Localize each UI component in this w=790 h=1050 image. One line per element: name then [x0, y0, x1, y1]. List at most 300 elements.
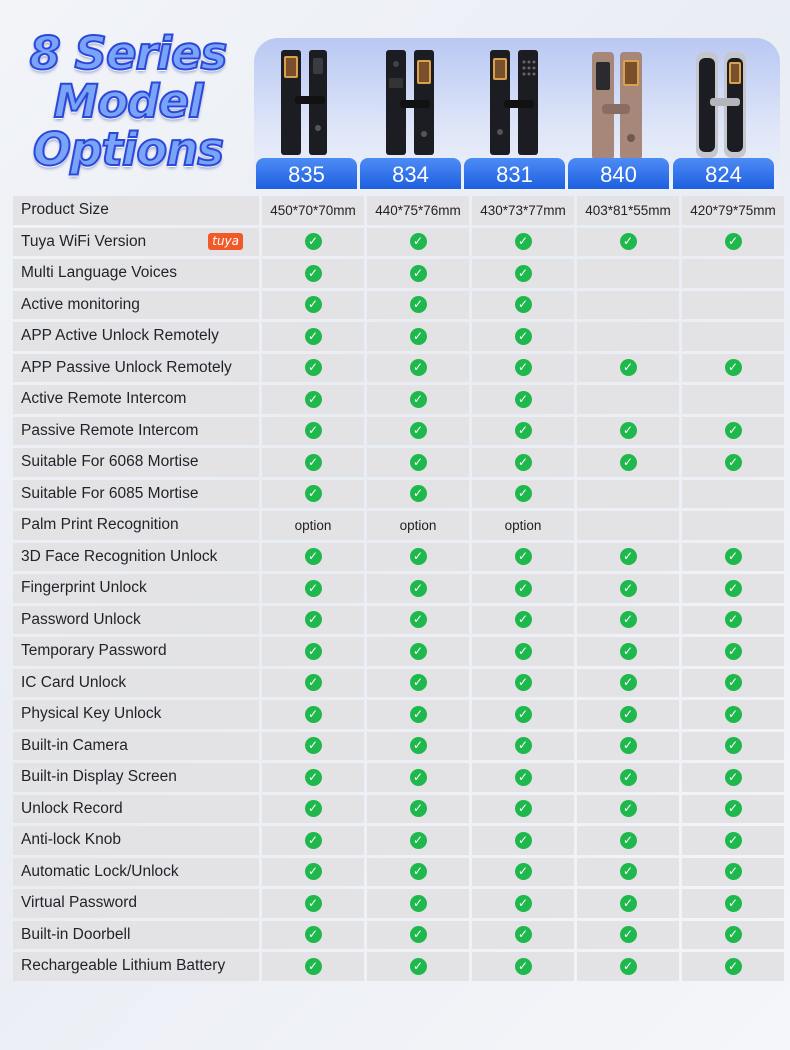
table-row	[13, 952, 784, 981]
value-cell	[577, 228, 679, 257]
value-cell	[472, 732, 574, 761]
value-text: 430*73*77mm	[480, 202, 566, 218]
feature-label: APP Passive Unlock Remotely	[21, 358, 232, 376]
check-icon: ✓	[620, 926, 637, 943]
check-icon: ✓	[305, 328, 322, 345]
check-icon: ✓	[515, 895, 532, 912]
check-icon: ✓	[410, 863, 427, 880]
value-text: option	[504, 517, 542, 533]
check-icon: ✓	[515, 611, 532, 628]
tuya-logo: tuya	[208, 233, 243, 250]
value-cell	[262, 574, 364, 603]
check-icon: ✓	[410, 737, 427, 754]
value-cell	[367, 795, 469, 824]
check-icon: ✓	[725, 548, 742, 565]
check-icon: ✓	[410, 769, 427, 786]
feature-cell	[13, 291, 259, 320]
feature-label: Built-in Doorbell	[21, 925, 131, 943]
value-cell	[367, 732, 469, 761]
value-cell	[682, 921, 784, 950]
value-cell	[262, 763, 364, 792]
value-cell	[682, 889, 784, 918]
check-icon: ✓	[620, 800, 637, 817]
feature-cell	[13, 354, 259, 383]
value-cell	[577, 354, 679, 383]
value-cell	[577, 417, 679, 446]
value-cell	[472, 826, 574, 855]
value-cell	[262, 354, 364, 383]
check-icon: ✓	[515, 737, 532, 754]
value-cell	[367, 889, 469, 918]
check-icon: ✓	[515, 422, 532, 439]
feature-cell	[13, 700, 259, 729]
check-icon: ✓	[620, 863, 637, 880]
value-cell	[577, 952, 679, 981]
check-icon: ✓	[305, 832, 322, 849]
value-cell	[262, 196, 364, 225]
feature-cell	[13, 322, 259, 351]
value-cell	[682, 354, 784, 383]
value-cell	[577, 795, 679, 824]
check-icon: ✓	[515, 580, 532, 597]
title-line-3: Options	[32, 123, 224, 176]
comparison-table	[10, 193, 787, 984]
value-cell	[577, 606, 679, 635]
table-row	[13, 259, 784, 288]
check-icon: ✓	[305, 580, 322, 597]
value-cell	[577, 826, 679, 855]
value-cell	[577, 700, 679, 729]
value-cell	[367, 826, 469, 855]
table-row	[13, 385, 784, 414]
value-cell	[262, 322, 364, 351]
value-cell	[577, 196, 679, 225]
lock-831-image	[464, 48, 564, 160]
check-icon: ✓	[410, 328, 427, 345]
value-cell	[472, 795, 574, 824]
check-icon: ✓	[620, 832, 637, 849]
feature-cell	[13, 574, 259, 603]
lock-824-image	[672, 48, 772, 160]
check-icon: ✓	[515, 926, 532, 943]
check-icon: ✓	[305, 895, 322, 912]
value-cell	[577, 322, 679, 351]
check-icon: ✓	[725, 233, 742, 250]
table-row	[13, 858, 784, 887]
check-icon: ✓	[515, 233, 532, 250]
value-cell	[682, 448, 784, 477]
value-cell	[472, 889, 574, 918]
check-icon: ✓	[725, 737, 742, 754]
feature-label: IC Card Unlock	[21, 673, 127, 691]
value-cell	[682, 543, 784, 572]
check-icon: ✓	[620, 895, 637, 912]
check-icon: ✓	[305, 233, 322, 250]
table-row	[13, 417, 784, 446]
value-cell	[577, 763, 679, 792]
value-cell	[472, 921, 574, 950]
value-cell	[577, 480, 679, 509]
value-cell	[682, 606, 784, 635]
value-cell	[682, 511, 784, 540]
feature-label: Multi Language Voices	[21, 264, 177, 282]
value-text: 403*81*55mm	[585, 202, 671, 218]
check-icon: ✓	[410, 958, 427, 975]
value-cell	[682, 417, 784, 446]
value-cell	[682, 795, 784, 824]
value-cell	[367, 858, 469, 887]
value-cell	[682, 826, 784, 855]
value-cell	[682, 228, 784, 257]
feature-cell	[13, 417, 259, 446]
check-icon: ✓	[410, 359, 427, 376]
table-row	[13, 228, 784, 257]
feature-label: Tuya WiFi Version	[21, 232, 147, 250]
check-icon: ✓	[410, 643, 427, 660]
check-icon: ✓	[725, 454, 742, 471]
value-cell	[682, 322, 784, 351]
check-icon: ✓	[410, 265, 427, 282]
feature-cell	[13, 732, 259, 761]
check-icon: ✓	[620, 359, 637, 376]
check-icon: ✓	[725, 643, 742, 660]
check-icon: ✓	[620, 611, 637, 628]
feature-cell	[13, 669, 259, 698]
check-icon: ✓	[620, 454, 637, 471]
table-row	[13, 795, 784, 824]
check-icon: ✓	[515, 863, 532, 880]
value-text: 440*75*76mm	[375, 202, 461, 218]
value-cell	[262, 385, 364, 414]
table-row	[13, 889, 784, 918]
table-row	[13, 606, 784, 635]
feature-cell	[13, 763, 259, 792]
value-cell	[367, 196, 469, 225]
check-icon: ✓	[410, 611, 427, 628]
table-row	[13, 669, 784, 698]
value-cell	[472, 385, 574, 414]
model-header-824: 824	[673, 158, 774, 189]
table-row	[13, 480, 784, 509]
feature-label: Product Size	[21, 201, 109, 219]
value-cell	[262, 921, 364, 950]
value-cell	[262, 700, 364, 729]
check-icon: ✓	[515, 328, 532, 345]
check-icon: ✓	[620, 706, 637, 723]
check-icon: ✓	[305, 359, 322, 376]
value-cell	[472, 606, 574, 635]
value-cell	[472, 574, 574, 603]
feature-cell	[13, 921, 259, 950]
check-icon: ✓	[725, 832, 742, 849]
value-cell	[682, 952, 784, 981]
check-icon: ✓	[515, 454, 532, 471]
feature-cell	[13, 196, 259, 225]
check-icon: ✓	[725, 958, 742, 975]
value-cell	[262, 480, 364, 509]
check-icon: ✓	[515, 548, 532, 565]
check-icon: ✓	[515, 958, 532, 975]
value-cell	[472, 637, 574, 666]
value-cell	[682, 637, 784, 666]
table-row	[13, 763, 784, 792]
check-icon: ✓	[305, 485, 322, 502]
value-cell	[472, 259, 574, 288]
value-cell	[262, 858, 364, 887]
value-cell	[682, 732, 784, 761]
check-icon: ✓	[515, 706, 532, 723]
feature-cell	[13, 385, 259, 414]
check-icon: ✓	[305, 706, 322, 723]
value-cell	[577, 385, 679, 414]
feature-cell	[13, 637, 259, 666]
feature-label: Anti-lock Knob	[21, 831, 121, 849]
value-text: option	[294, 517, 332, 533]
value-cell	[367, 228, 469, 257]
feature-label: Unlock Record	[21, 799, 123, 817]
check-icon: ✓	[305, 454, 322, 471]
feature-label: Palm Print Recognition	[21, 516, 179, 534]
feature-label: Rechargeable Lithium Battery	[21, 957, 226, 975]
feature-cell	[13, 858, 259, 887]
check-icon: ✓	[725, 359, 742, 376]
check-icon: ✓	[410, 706, 427, 723]
check-icon: ✓	[725, 800, 742, 817]
table-row	[13, 637, 784, 666]
table-row	[13, 448, 784, 477]
check-icon: ✓	[410, 422, 427, 439]
check-icon: ✓	[620, 233, 637, 250]
value-cell	[682, 259, 784, 288]
value-cell	[262, 952, 364, 981]
value-cell	[367, 291, 469, 320]
check-icon: ✓	[515, 485, 532, 502]
check-icon: ✓	[725, 422, 742, 439]
check-icon: ✓	[410, 548, 427, 565]
value-cell	[262, 669, 364, 698]
feature-label: Passive Remote Intercom	[21, 421, 199, 439]
feature-label: Automatic Lock/Unlock	[21, 862, 179, 880]
table-row	[13, 700, 784, 729]
check-icon: ✓	[725, 611, 742, 628]
check-icon: ✓	[515, 769, 532, 786]
check-icon: ✓	[305, 863, 322, 880]
feature-cell	[13, 480, 259, 509]
value-cell	[682, 480, 784, 509]
value-cell	[262, 511, 364, 540]
check-icon: ✓	[620, 580, 637, 597]
value-cell	[367, 385, 469, 414]
check-icon: ✓	[305, 800, 322, 817]
feature-cell	[13, 826, 259, 855]
check-icon: ✓	[305, 548, 322, 565]
value-text: 420*79*75mm	[690, 202, 776, 218]
check-icon: ✓	[410, 800, 427, 817]
value-cell	[367, 700, 469, 729]
value-cell	[472, 763, 574, 792]
table-row	[13, 291, 784, 320]
check-icon: ✓	[515, 265, 532, 282]
value-cell	[577, 448, 679, 477]
value-cell	[367, 480, 469, 509]
check-icon: ✓	[620, 422, 637, 439]
check-icon: ✓	[305, 391, 322, 408]
table-row	[13, 574, 784, 603]
title-line-2: Model	[53, 75, 203, 128]
check-icon: ✓	[305, 737, 322, 754]
table-row	[13, 322, 784, 351]
check-icon: ✓	[410, 580, 427, 597]
table-row	[13, 543, 784, 572]
value-cell	[367, 637, 469, 666]
check-icon: ✓	[620, 643, 637, 660]
feature-cell	[13, 606, 259, 635]
model-header-835: 835	[256, 158, 357, 189]
value-cell	[367, 511, 469, 540]
value-cell	[577, 511, 679, 540]
value-cell	[367, 574, 469, 603]
feature-label: Temporary Password	[21, 642, 167, 660]
page-title	[18, 27, 238, 176]
value-cell	[367, 322, 469, 351]
check-icon: ✓	[410, 895, 427, 912]
value-cell	[262, 228, 364, 257]
table-row	[13, 826, 784, 855]
check-icon: ✓	[305, 296, 322, 313]
check-icon: ✓	[410, 233, 427, 250]
value-cell	[262, 291, 364, 320]
value-cell	[682, 763, 784, 792]
check-icon: ✓	[410, 674, 427, 691]
value-cell	[682, 669, 784, 698]
value-cell	[577, 574, 679, 603]
check-icon: ✓	[305, 769, 322, 786]
check-icon: ✓	[725, 895, 742, 912]
value-cell	[262, 448, 364, 477]
check-icon: ✓	[620, 548, 637, 565]
value-cell	[577, 291, 679, 320]
table-row	[13, 732, 784, 761]
check-icon: ✓	[515, 832, 532, 849]
feature-label: Active Remote Intercom	[21, 390, 187, 408]
value-cell	[262, 795, 364, 824]
check-icon: ✓	[515, 296, 532, 313]
value-cell	[472, 291, 574, 320]
feature-cell	[13, 543, 259, 572]
value-cell	[262, 637, 364, 666]
value-cell	[262, 543, 364, 572]
check-icon: ✓	[620, 769, 637, 786]
value-cell	[367, 921, 469, 950]
feature-cell	[13, 952, 259, 981]
value-cell	[262, 606, 364, 635]
value-cell	[682, 196, 784, 225]
feature-label: APP Active Unlock Remotely	[21, 327, 219, 345]
value-cell	[682, 291, 784, 320]
value-cell	[682, 700, 784, 729]
value-cell	[472, 858, 574, 887]
check-icon: ✓	[305, 422, 322, 439]
value-cell	[682, 858, 784, 887]
lock-840-image	[568, 48, 668, 160]
check-icon: ✓	[620, 958, 637, 975]
value-cell	[577, 921, 679, 950]
value-cell	[472, 669, 574, 698]
feature-label: Physical Key Unlock	[21, 705, 162, 723]
check-icon: ✓	[410, 832, 427, 849]
value-cell	[472, 480, 574, 509]
model-header-840: 840	[568, 158, 669, 189]
check-icon: ✓	[410, 926, 427, 943]
check-icon: ✓	[725, 769, 742, 786]
value-cell	[262, 259, 364, 288]
value-cell	[577, 858, 679, 887]
feature-cell	[13, 795, 259, 824]
check-icon: ✓	[305, 611, 322, 628]
table-row	[13, 511, 784, 540]
feature-cell	[13, 889, 259, 918]
value-cell	[682, 385, 784, 414]
value-cell	[367, 354, 469, 383]
check-icon: ✓	[515, 674, 532, 691]
check-icon: ✓	[725, 863, 742, 880]
value-cell	[577, 259, 679, 288]
check-icon: ✓	[515, 359, 532, 376]
value-cell	[472, 196, 574, 225]
check-icon: ✓	[305, 958, 322, 975]
value-cell	[262, 889, 364, 918]
check-icon: ✓	[515, 391, 532, 408]
feature-cell	[13, 448, 259, 477]
value-cell	[472, 417, 574, 446]
check-icon: ✓	[515, 800, 532, 817]
value-cell	[367, 952, 469, 981]
value-cell	[472, 354, 574, 383]
feature-label: Virtual Password	[21, 894, 138, 912]
table-row	[13, 354, 784, 383]
feature-cell	[13, 228, 259, 257]
value-cell	[682, 574, 784, 603]
value-cell	[472, 448, 574, 477]
value-cell	[262, 417, 364, 446]
value-cell	[472, 543, 574, 572]
feature-cell	[13, 511, 259, 540]
value-cell	[472, 700, 574, 729]
value-cell	[577, 732, 679, 761]
model-header-834: 834	[360, 158, 461, 189]
feature-label: Suitable For 6085 Mortise	[21, 484, 199, 502]
value-cell	[472, 511, 574, 540]
value-cell	[472, 228, 574, 257]
title-line-1: 8 Series	[29, 27, 227, 80]
check-icon: ✓	[725, 706, 742, 723]
value-cell	[367, 259, 469, 288]
value-cell	[472, 952, 574, 981]
check-icon: ✓	[410, 485, 427, 502]
table-row	[13, 196, 784, 225]
feature-label: Built-in Display Screen	[21, 768, 177, 786]
check-icon: ✓	[620, 674, 637, 691]
check-icon: ✓	[515, 643, 532, 660]
feature-label: Built-in Camera	[21, 736, 128, 754]
value-cell	[577, 543, 679, 572]
feature-label: 3D Face Recognition Unlock	[21, 547, 218, 565]
check-icon: ✓	[620, 737, 637, 754]
check-icon: ✓	[305, 674, 322, 691]
check-icon: ✓	[305, 265, 322, 282]
feature-cell	[13, 259, 259, 288]
value-text: option	[399, 517, 437, 533]
